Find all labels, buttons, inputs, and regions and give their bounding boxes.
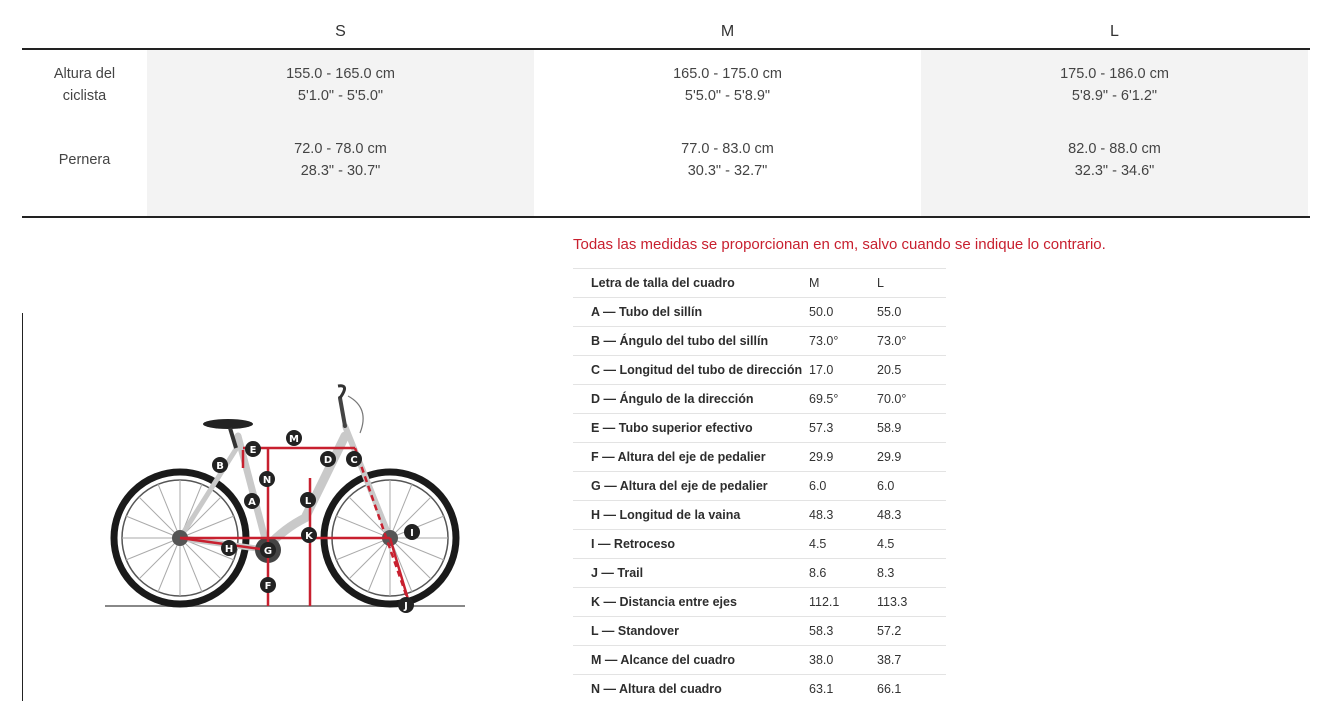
marker-i: I [410, 528, 414, 539]
geometry-row-m: 17.0 [809, 356, 877, 385]
marker-f: F [264, 581, 272, 592]
geometry-row-m: 112.1 [809, 588, 877, 617]
cell-in: 5'5.0" - 5'8.9" [684, 88, 771, 104]
geometry-row [573, 385, 946, 414]
geometry-row [573, 559, 946, 588]
geometry-row-m: 73.0° [809, 327, 877, 356]
geometry-row-name: L — Standover [573, 617, 809, 646]
geometry-row-name: D — Ángulo de la dirección [573, 385, 809, 414]
cell-cm: 175.0 - 186.0 cm [1060, 66, 1169, 82]
geometry-row [573, 617, 946, 646]
geometry-row-l: 70.0° [877, 385, 946, 414]
marker-d: D [323, 455, 333, 466]
handlebar [338, 386, 345, 398]
bike-geometry-diagram [100, 378, 470, 618]
cell-cm: 72.0 - 78.0 cm [294, 141, 387, 157]
geometry-row-m: 63.1 [809, 675, 877, 704]
marker-h: H [224, 544, 234, 555]
size-header-l: L [1110, 23, 1119, 40]
geometry-row-l: 38.7 [877, 646, 946, 675]
marker-l: L [304, 496, 312, 507]
row-label-inseam [22, 149, 147, 171]
geometry-row-l: 66.1 [877, 675, 946, 704]
row-label-line: Pernera [58, 152, 111, 168]
geometry-row-m: 6.0 [809, 472, 877, 501]
geometry-row-name: A — Tubo del sillín [573, 298, 809, 327]
geometry-row-m: 50.0 [809, 298, 877, 327]
cell-cm: 155.0 - 165.0 cm [286, 66, 395, 82]
geometry-row-m: 69.5° [809, 385, 877, 414]
geometry-row [573, 530, 946, 559]
geometry-row [573, 501, 946, 530]
size-cell [921, 138, 1308, 182]
saddle [203, 419, 253, 429]
geometry-row-l: 29.9 [877, 443, 946, 472]
cell-in: 5'1.0" - 5'5.0" [297, 88, 384, 104]
geometry-row-l: 6.0 [877, 472, 946, 501]
geometry-row [573, 327, 946, 356]
geometry-table [573, 268, 946, 703]
cell-cm: 82.0 - 88.0 cm [1068, 141, 1161, 157]
geometry-row-m: 38.0 [809, 646, 877, 675]
cell-in: 28.3" - 30.7" [300, 163, 381, 179]
row-label-line: ciclista [62, 88, 107, 104]
geometry-row-name: G — Altura del eje de pedalier [573, 472, 809, 501]
cell-cm: 165.0 - 175.0 cm [673, 66, 782, 82]
geometry-header-label: Letra de talla del cuadro [573, 269, 809, 298]
geometry-row-name: M — Alcance del cuadro [573, 646, 809, 675]
geometry-row-name: H — Longitud de la vaina [573, 501, 809, 530]
geometry-row-name: J — Trail [573, 559, 809, 588]
size-column-s [147, 50, 534, 216]
geometry-row-name: C — Longitud del tubo de dirección [573, 356, 809, 385]
geometry-row-name: N — Altura del cuadro [573, 675, 809, 704]
geometry-row [573, 646, 946, 675]
row-label-rider-height [22, 63, 147, 107]
size-header-s: S [335, 23, 346, 40]
units-note: Todas las medidas se proporcionan en cm, salvo cuando se indique lo contrario. [573, 236, 1106, 253]
geometry-row-m: 58.3 [809, 617, 877, 646]
geometry-row-m: 8.6 [809, 559, 877, 588]
geometry-row [573, 414, 946, 443]
size-cell [534, 63, 921, 107]
marker-a: A [248, 497, 256, 508]
geometry-row-l: 8.3 [877, 559, 946, 588]
marker-g: G [263, 546, 273, 557]
geometry-row-l: 48.3 [877, 501, 946, 530]
size-cell [921, 63, 1308, 107]
marker-c: C [350, 455, 358, 466]
geometry-row-l: 58.9 [877, 414, 946, 443]
geometry-row-l: 4.5 [877, 530, 946, 559]
size-chart [22, 14, 1310, 218]
geometry-row-m: 48.3 [809, 501, 877, 530]
header-spacer [22, 14, 147, 48]
marker-e: E [249, 445, 257, 456]
size-cell [147, 63, 534, 107]
geometry-row-m: 29.9 [809, 443, 877, 472]
marker-j: J [404, 601, 408, 612]
geometry-row-name: K — Distancia entre ejes [573, 588, 809, 617]
row-labels [22, 50, 147, 216]
geometry-row [573, 443, 946, 472]
cell-in: 5'8.9" - 6'1.2" [1071, 88, 1158, 104]
geometry-row-m: 57.3 [809, 414, 877, 443]
size-cell [147, 138, 534, 182]
divider-line [22, 313, 23, 701]
cell-cm: 77.0 - 83.0 cm [681, 141, 774, 157]
geometry-row-name: F — Altura del eje de pedalier [573, 443, 809, 472]
marker-b: B [216, 461, 224, 472]
cell-in: 30.3" - 32.7" [687, 163, 768, 179]
marker-k: K [305, 531, 313, 542]
row-label-line: Altura del [53, 66, 116, 82]
geometry-row [573, 472, 946, 501]
geometry-row-l: 20.5 [877, 356, 946, 385]
size-column-m [534, 50, 921, 216]
marker-m: M [289, 434, 299, 445]
geometry-row-name: B — Ángulo del tubo del sillín [573, 327, 809, 356]
geometry-row-l: 57.2 [877, 617, 946, 646]
geometry-row [573, 588, 946, 617]
geometry-row-l: 113.3 [877, 588, 946, 617]
marker-n: N [262, 475, 272, 486]
size-chart-header [22, 14, 1310, 50]
geometry-header-m: M [809, 269, 877, 298]
geometry-row-name: I — Retroceso [573, 530, 809, 559]
size-chart-body [22, 50, 1310, 216]
geometry-header-row [573, 269, 946, 298]
geometry-header-l: L [877, 269, 946, 298]
geometry-row [573, 356, 946, 385]
geometry-row-l: 55.0 [877, 298, 946, 327]
geometry-row [573, 298, 946, 327]
size-cell [534, 138, 921, 182]
size-header-m: M [720, 23, 735, 40]
size-column-l [921, 50, 1308, 216]
cell-in: 32.3" - 34.6" [1074, 163, 1155, 179]
geometry-row-l: 73.0° [877, 327, 946, 356]
geometry-row-m: 4.5 [809, 530, 877, 559]
geometry-row-name: E — Tubo superior efectivo [573, 414, 809, 443]
geometry-row [573, 675, 946, 704]
